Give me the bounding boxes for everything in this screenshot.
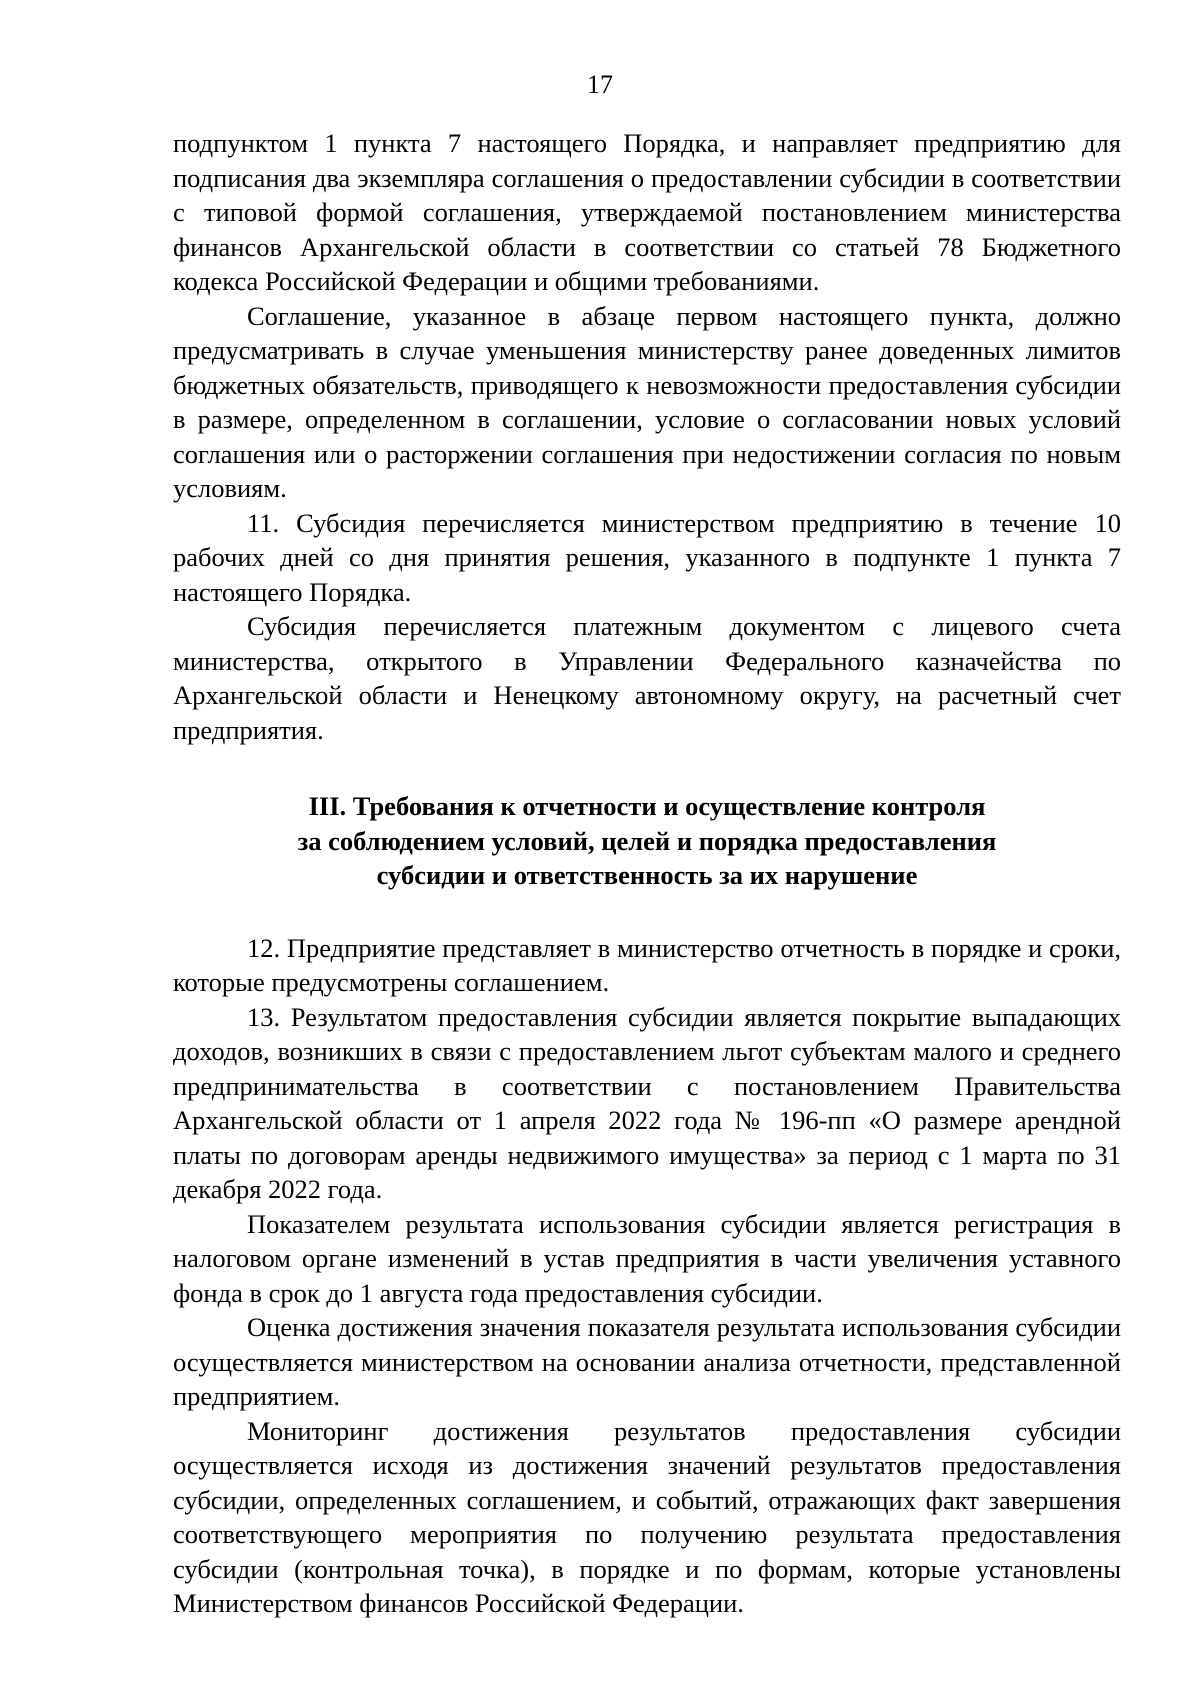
page-number: 17 [587,70,613,99]
paragraph: Оценка достижения значения показателя результата использования субсидии осуществляется министерством на основании анализа отчетности, представленной предприятием. [173,1312,1121,1411]
paragraph: подпунктом 1 пункта 7 настоящего Порядка, и направляет предприятию для подписания два экземпляра соглашения о предоставлении субсидии в соответствии с типовой формой соглашения, утверждаемой постановлением министерства финансов Архангельской области в соответствии со статьей 78 Бюджетного кодекса Российской Федерации и общими требованиями. [173,128,1121,296]
paragraph: Мониторинг достижения результатов предоставления субсидии осуществляется исходя из достижения значений результатов предоставления субсидии, определенных соглашением, и событий, отражающих факт завершения соответствующего мероприятия по получению результата предоставления субсидии (контрольная точка), в порядке и по формам, которые установлены Министерством финансов Российской Федерации. [173,1415,1121,1618]
document-body [173,126,1121,1621]
paragraph-item-13: 13. Результатом предоставления субсидии является покрытие выпадающих доходов, возникших в связи с предоставлением льгот субъектам малого и среднего предпринимательства в соответствии с постановлением Правительства Архангельской области от 1 апреля 2022 года № 196-пп «О размере арендной платы по договорам аренды недвижимого имущества» за период с 1 марта по 31 декабря 2022 года. [173,1001,1121,1204]
paragraph: Соглашение, указанное в абзаце первом настоящего пункта, должно предусматривать в случае уменьшения министерству ранее доведенных лимитов бюджетных обязательств, приводящего к невозможности предоставления субсидии в размере, определенном в соглашении, условие о согласовании новых условий соглашения или о расторжении соглашения при недостижении согласия по новым условиям. [173,300,1121,503]
paragraph: Показателем результата использования субсидии является регистрация в налоговом органе изменений в устав предприятия в части увеличения уставного фонда в срок до 1 августа года предоставления субсидии. [173,1208,1121,1308]
paragraph: Субсидия перечисляется платежным документом с лицевого счета министерства, открытого в Управлении Федерального казначейства по Архангельской области и Ненецкому автономному округу, на расчетный счет предприятия. [173,611,1121,745]
paragraph-item-12: 12. Предприятие представляет в министерство отчетность в порядке и сроки, которые предусмотрены соглашением. [173,932,1121,997]
paragraph-item-11: 11. Субсидия перечисляется министерством предприятию в течение 10 рабочих дней со дня принятия решения, указанного в подпункте 1 пункта 7 настоящего Порядка. [173,507,1121,607]
section-heading [173,789,1121,893]
section-heading-line: субсидии и ответственность за их нарушение [376,860,918,890]
section-heading-line: III. Требования к отчетности и осуществление контроля [308,791,986,821]
section-heading-line: за соблюдением условий, целей и порядка предоставления [297,825,997,856]
